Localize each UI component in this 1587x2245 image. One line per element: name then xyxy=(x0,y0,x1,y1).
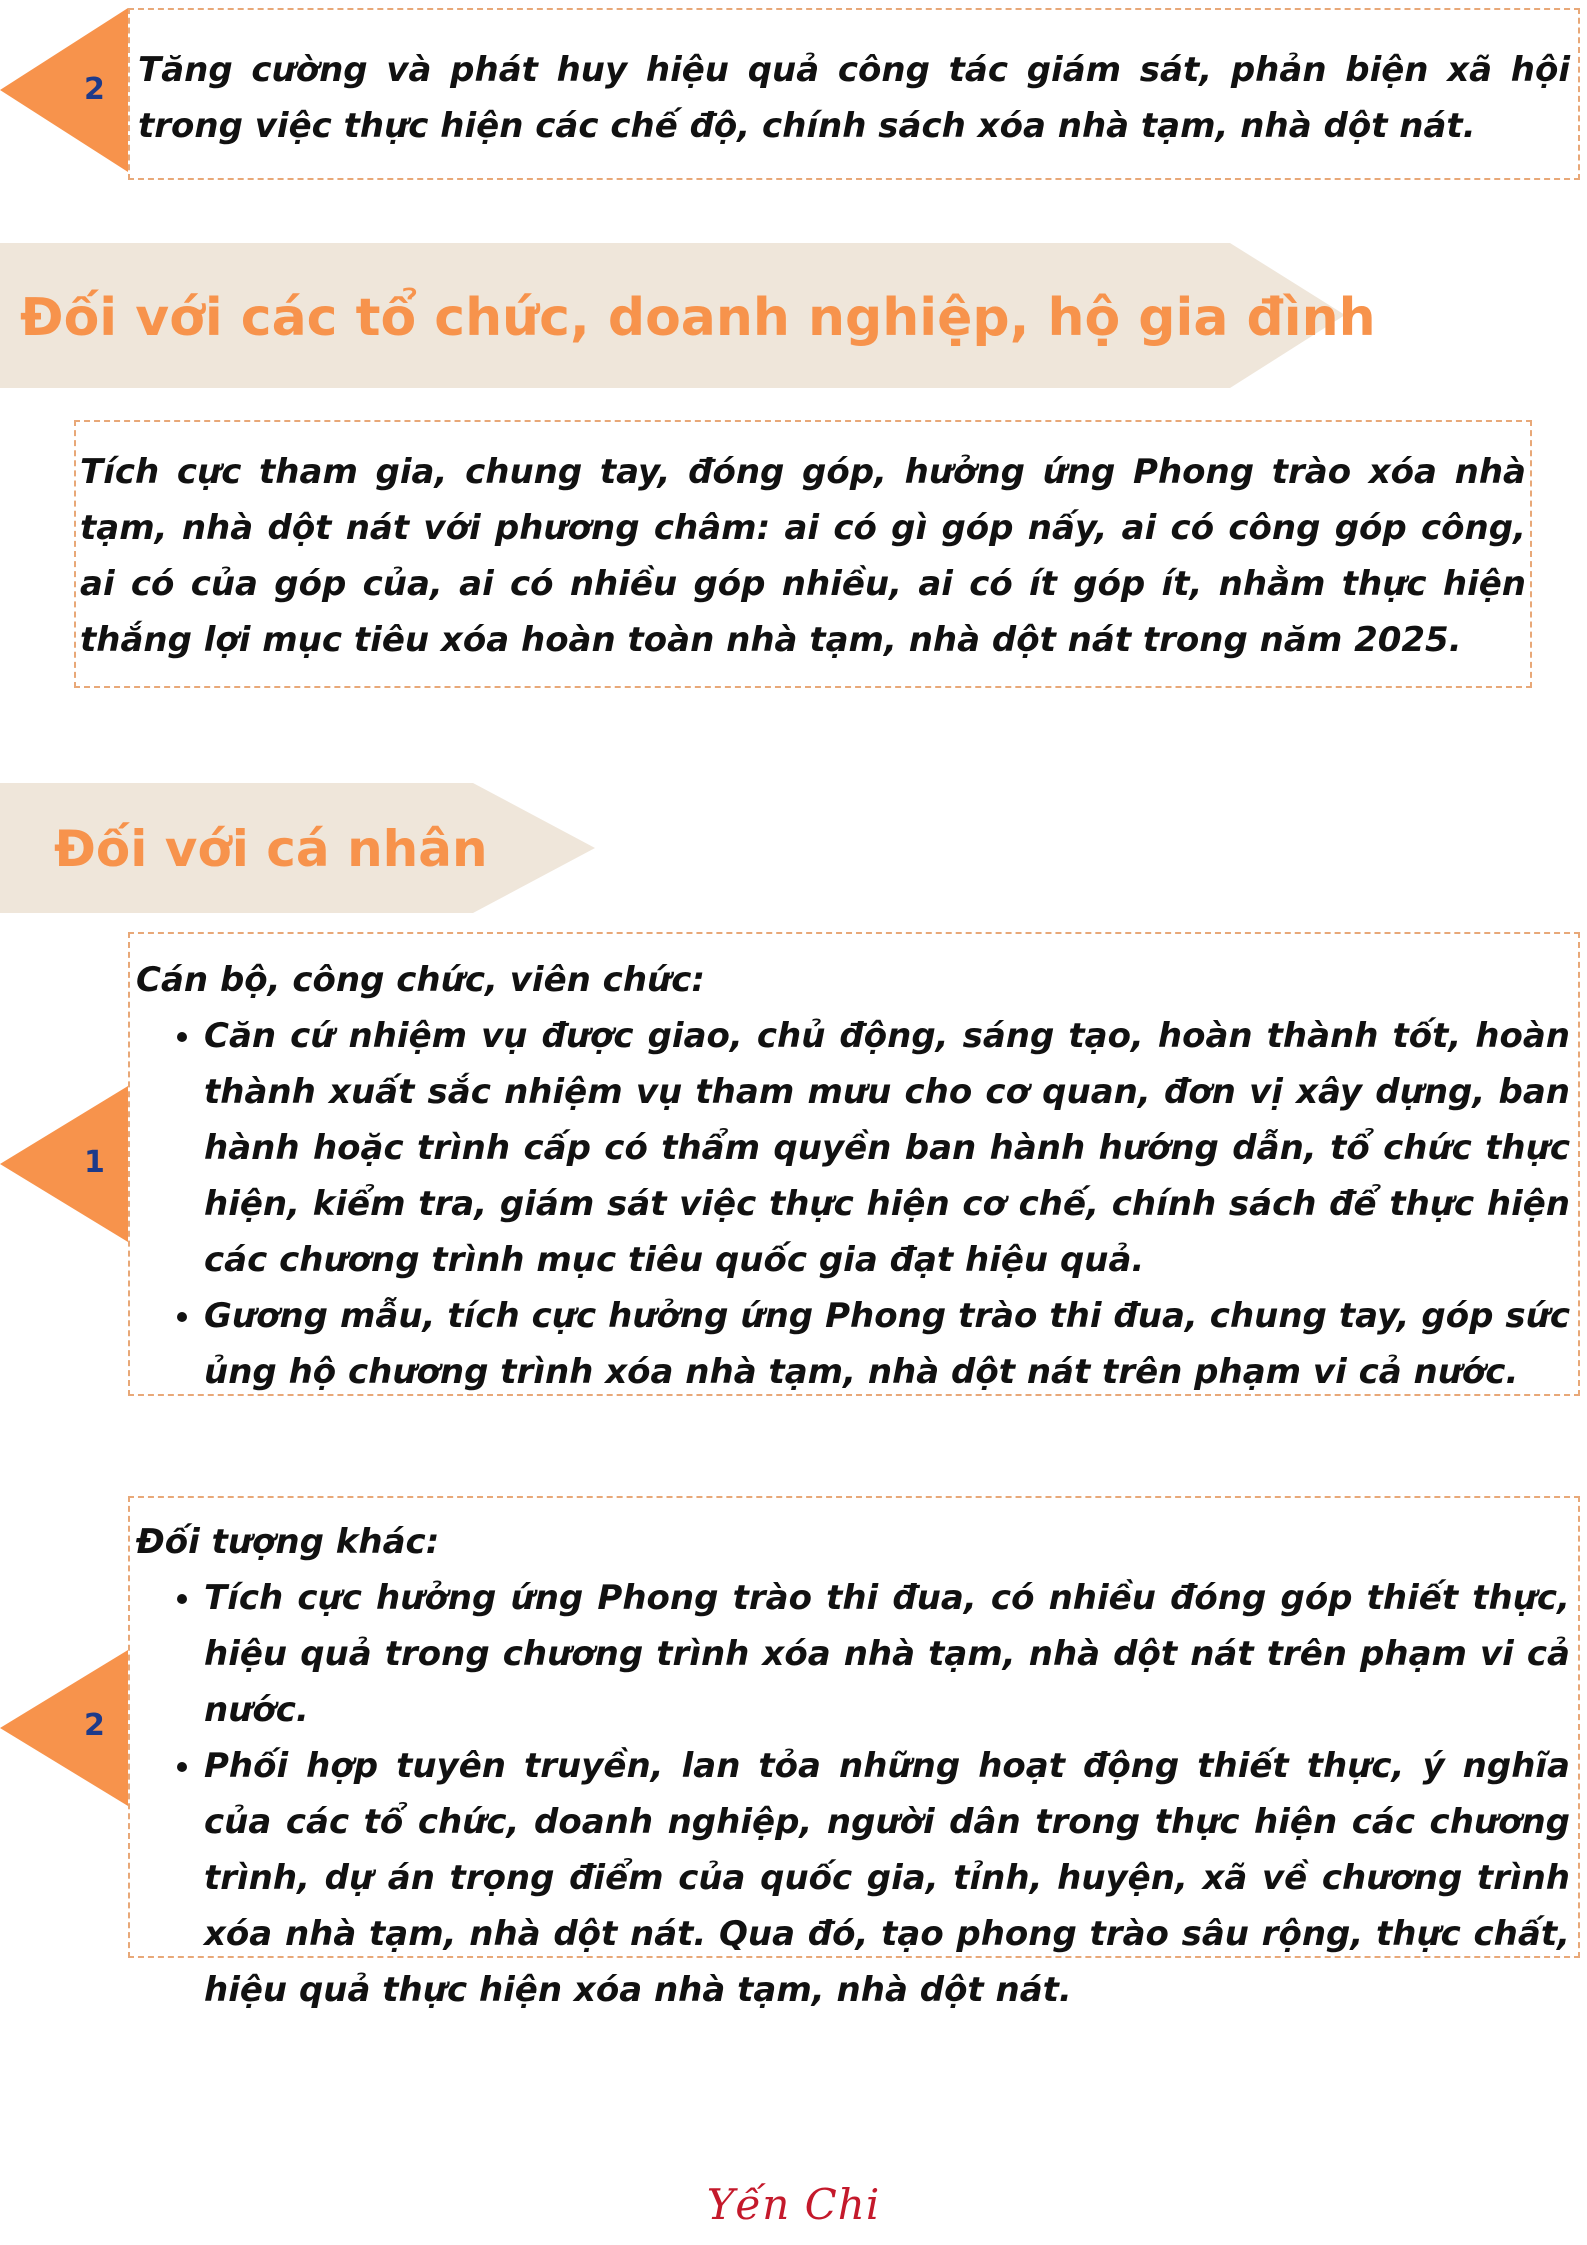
bullet-item: • Gương mẫu, tích cực hưởng ứng Phong trào thi đua, chung tay, góp sức ủng hộ chương trình xóa nhà tạm, nhà dột nát trên phạm vi cả nước. xyxy=(204,1288,1570,1400)
item-number: 2 xyxy=(84,72,105,107)
bullet-list-1 xyxy=(136,1008,1570,1400)
item-box-1 xyxy=(128,932,1580,1396)
item-box xyxy=(128,8,1580,180)
arrow-marker-1 xyxy=(0,1086,128,1242)
arrow-marker-2 xyxy=(0,1650,128,1806)
bullet-item: • Căn cứ nhiệm vụ được giao, chủ động, sáng tạo, hoàn thành tốt, hoàn thành xuất sắc nhiệm vụ tham mưu cho cơ quan, đơn vị xây dựng, ban hành hoặc trình cấp có thẩm quyền ban hành hướng dẫn, tổ chức thực hiện, kiểm tra, giám sát việc thực hiện cơ chế, chính sách để thực hiện các chương trình mục tiêu quốc gia đạt hiệu quả. xyxy=(204,1008,1570,1288)
item-box-2 xyxy=(128,1496,1580,2010)
arrow-marker xyxy=(0,8,128,172)
item-number-1: 1 xyxy=(84,1145,105,1180)
bullet-list-2 xyxy=(136,1570,1570,2018)
item-heading-2: Đối tượng khác: xyxy=(136,1522,440,1562)
org-text-box xyxy=(74,420,1532,688)
section-title: Đối với các tổ chức, doanh nghiệp, hộ gia đình xyxy=(20,288,1376,348)
section-title-person: Đối với cá nhân xyxy=(54,820,488,878)
item-number-2: 2 xyxy=(84,1708,105,1743)
org-text: Tích cực tham gia, chung tay, đóng góp, hưởng ứng Phong trào xóa nhà tạm, nhà dột nát với phương châm: ai có gì góp nấy, ai có công góp công, ai có của góp của, ai có nhiều góp nhiều, ai có ít góp ít, nhằm thực hiện thắng lợi mục tiêu xóa hoàn toàn nhà tạm, nhà dột nát trong năm 2025. xyxy=(80,452,1526,660)
author-signature: Yến Chi xyxy=(706,2180,881,2229)
item-text: Tăng cường và phát huy hiệu quả công tác giám sát, phản biện xã hội trong việc thực hiện các chế độ, chính sách xóa nhà tạm, nhà dột nát. xyxy=(138,50,1570,146)
bullet-item: • Phối hợp tuyên truyền, lan tỏa những hoạt động thiết thực, ý nghĩa của các tổ chức, doanh nghiệp, người dân trong thực hiện các chương trình, dự án trọng điểm của quốc gia, tỉnh, huyện, xã về chương trình xóa nhà tạm, nhà dột nát. Qua đó, tạo phong trào sâu rộng, thực chất, hiệu quả thực hiện xóa nhà tạm, nhà dột nát. xyxy=(204,1738,1570,2018)
bullet-item: • Tích cực hưởng ứng Phong trào thi đua, có nhiều đóng góp thiết thực, hiệu quả trong chương trình xóa nhà tạm, nhà dột nát trên phạm vi cả nước. xyxy=(204,1570,1570,1738)
item-heading-1: Cán bộ, công chức, viên chức: xyxy=(136,960,705,1000)
